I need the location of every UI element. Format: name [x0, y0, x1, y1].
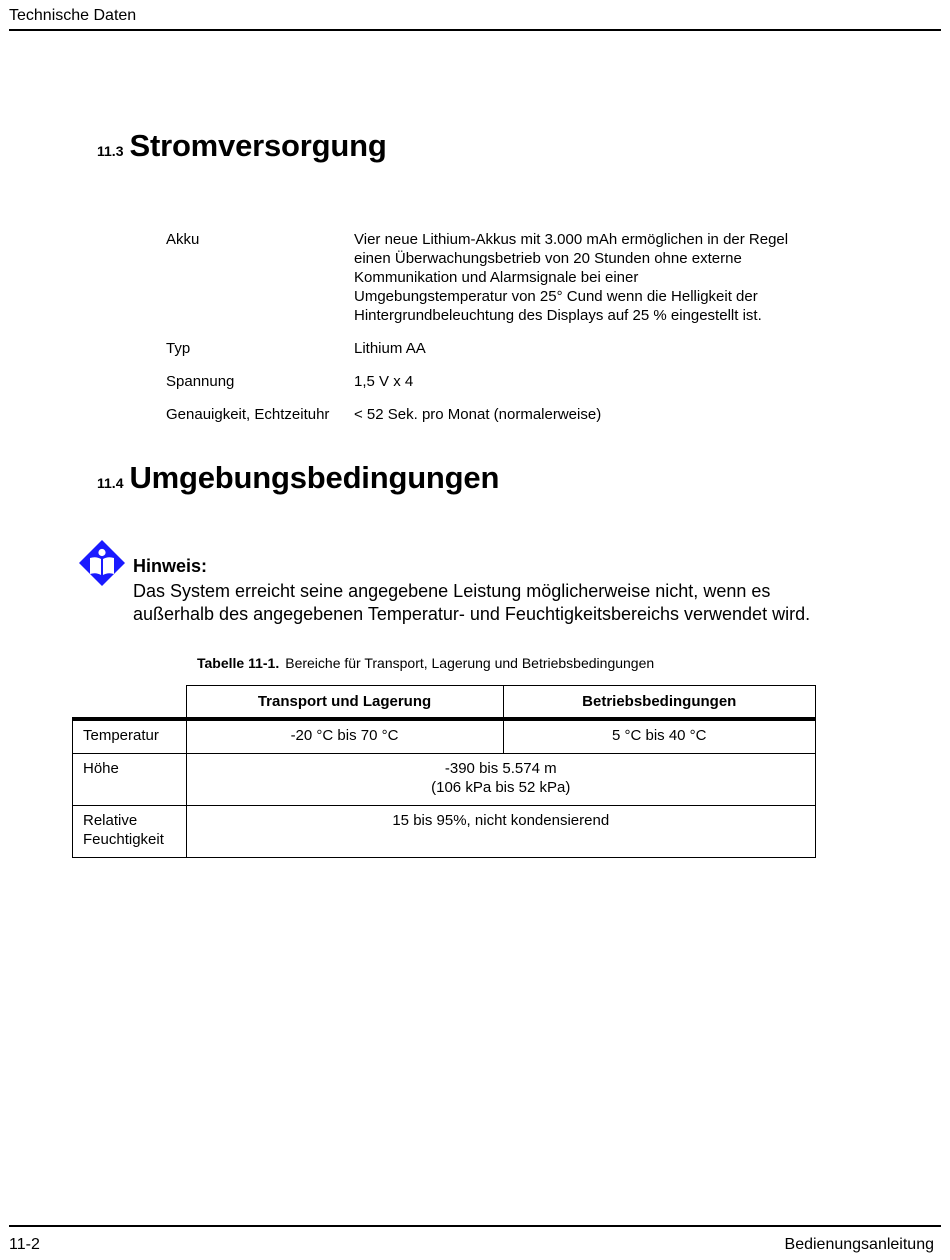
section-heading-environment [97, 460, 499, 496]
section-heading-power [97, 128, 387, 164]
spec-label: Spannung [166, 373, 235, 390]
note-book-icon [78, 539, 126, 587]
column-header-operating: Betriebsbedingungen [503, 686, 816, 720]
spec-label: Genauigkeit, Echtzeituhr [166, 406, 330, 423]
row-label-line: Relative [83, 812, 138, 829]
table-caption [197, 655, 654, 671]
note-text: Das System erreicht seine angegebene Leistung möglicherweise nicht, wenn es außerhalb des angegebenen Temperatur- und Feuchtigkeitsbereichs verwendet wird. [133, 581, 811, 624]
spec-value: Lithium AA [354, 340, 426, 357]
table-caption-text: Bereiche für Transport, Lagerung und Betriebsbedingungen [285, 655, 655, 671]
table-header-row [73, 686, 816, 720]
running-header: Technische Daten [9, 7, 137, 24]
table-row-humidity [73, 806, 816, 858]
row-label: Höhe [73, 754, 187, 806]
page-number: 11-2 [9, 1236, 40, 1253]
row-label-line: Feuchtigkeit [83, 831, 164, 848]
cell-humidity-combined: 15 bis 95%, nicht kondensierend [186, 806, 816, 858]
section-title: Umgebungsbedingungen [129, 460, 500, 495]
cell-line: (106 kPa bis 52 kPa) [431, 779, 571, 796]
footer-rule [9, 1225, 941, 1227]
cell-altitude-combined [186, 754, 816, 806]
cell-transport: -20 °C bis 70 °C [186, 719, 503, 754]
row-label [73, 806, 187, 858]
row-label: Temperatur [73, 719, 187, 754]
spec-value: 1,5 V x 4 [354, 373, 414, 390]
header-rule [9, 29, 941, 31]
table-caption-number: Tabelle 11-1. [197, 655, 280, 671]
column-header-transport: Transport und Lagerung [186, 686, 503, 720]
section-number: 11.3 [97, 143, 124, 159]
spec-label: Akku [166, 231, 200, 248]
table-row-temperature [73, 719, 816, 754]
spec-value: Vier neue Lithium-Akkus mit 3.000 mAh ermöglichen in der Regel einen Überwachungsbetrieb von 20 Stunden ohne externe Kommunikation und Alarmsignale bei einer Umgebungstemperatur von 25° Cund wenn die Helligkeit der Hintergrundbeleuchtung des Displays auf 25 % eingestellt ist. [354, 231, 789, 324]
section-title: Stromversorgung [129, 128, 387, 163]
table-corner-cell [73, 686, 187, 720]
table-row-altitude [73, 754, 816, 806]
environment-table [72, 685, 816, 858]
spec-value: < 52 Sek. pro Monat (normalerweise) [354, 406, 602, 423]
note-title: Hinweis: [133, 556, 208, 576]
cell-line: -390 bis 5.574 m [444, 760, 557, 777]
section-number: 11.4 [97, 475, 124, 491]
spec-label: Typ [166, 340, 191, 357]
cell-operating: 5 °C bis 40 °C [503, 719, 816, 754]
footer-title: Bedienungsanleitung [784, 1236, 934, 1253]
